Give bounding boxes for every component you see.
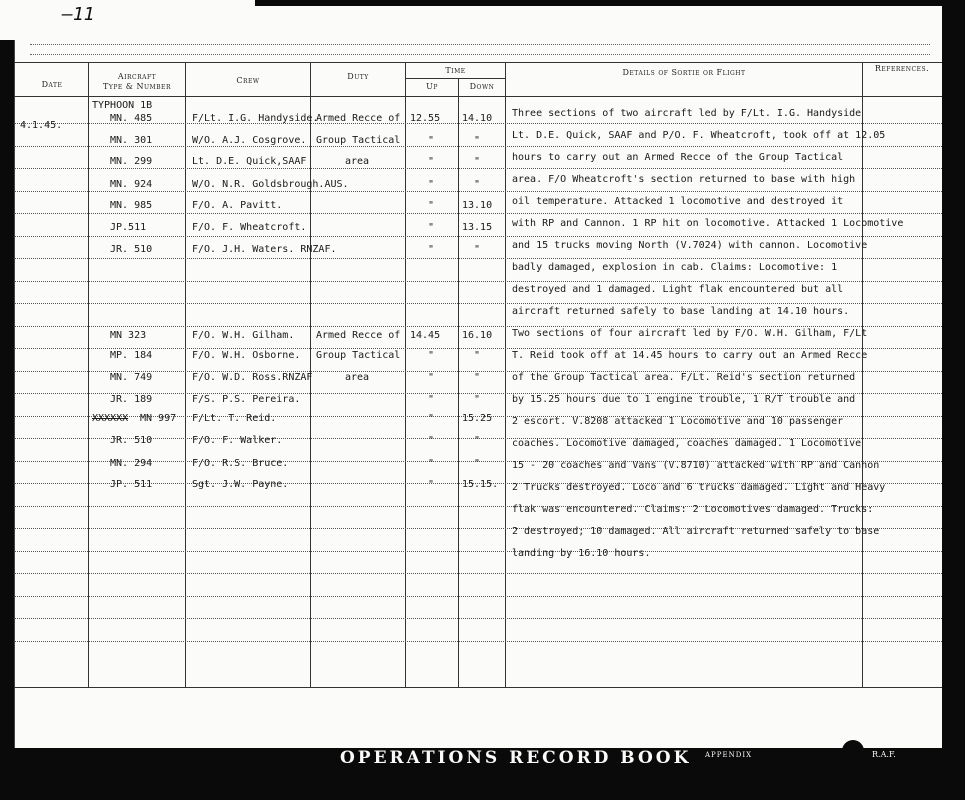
col-divider-details	[862, 62, 863, 687]
duty: Armed Recce of	[316, 113, 401, 124]
aircraft-number: JR. 189	[110, 394, 153, 405]
sortie-detail-line: by 15.25 hours due to 1 engine trouble, 1 R/T trouble and	[512, 394, 856, 405]
row-rule	[14, 551, 942, 552]
duty: area	[345, 372, 370, 383]
crew-name: F/O. J.H. Waters. RNZAF.	[192, 244, 337, 255]
sortie-detail-line: area. F/O Wheatcroft's section returned to base with high	[512, 174, 856, 185]
time-up: "	[428, 135, 435, 146]
col-divider-duty	[405, 62, 406, 687]
time-down: "	[474, 435, 481, 446]
time-down: "	[474, 135, 481, 146]
time-down: "	[474, 244, 481, 255]
time-up: "	[428, 372, 435, 383]
row-rule	[14, 236, 942, 237]
time-down: "	[474, 350, 481, 361]
sortie-detail-line: landing by 16.10 hours.	[512, 548, 651, 559]
sortie-detail-line: destroyed and 1 damaged. Light flak encountered but all	[512, 284, 844, 295]
row-rule	[14, 258, 942, 259]
time-down: "	[474, 394, 481, 405]
footer-appendix: APPENDIX	[705, 751, 753, 759]
crew-name: W/O. A.J. Cosgrove.	[192, 135, 307, 146]
time-up: "	[428, 479, 435, 490]
page-number-mark: —11	[62, 4, 95, 25]
row-rule	[14, 641, 942, 642]
aircraft-number: MN 997	[140, 413, 177, 424]
aircraft-struck: XXXXXX	[92, 413, 129, 424]
header-details: Details of Sortie or Flight	[622, 68, 746, 77]
entry-date: 4.1.45.	[20, 120, 63, 131]
header-up: Up	[426, 82, 438, 91]
crew-name: F/O. A. Pavitt.	[192, 200, 283, 211]
table-top-border	[14, 62, 942, 63]
sortie-detail-line: 2 escort. V.8208 attacked 1 Locomotive and 10 passenger	[512, 416, 844, 427]
time-up: 12.55	[410, 113, 441, 124]
time-up: "	[428, 394, 435, 405]
scan-edge-top	[255, 0, 965, 6]
header-down: Down	[469, 82, 495, 91]
time-down: 13.10	[462, 200, 493, 211]
time-down: 15.15.	[462, 479, 499, 490]
row-rule	[14, 303, 942, 304]
time-down: "	[474, 458, 481, 469]
sortie-detail-line: oil temperature. Attacked 1 locomotive and destroyed it	[512, 196, 844, 207]
crew-name: F/S. P.S. Pereira.	[192, 394, 301, 405]
duty: Group Tactical	[316, 135, 401, 146]
header-duty: Duty	[347, 72, 369, 81]
aircraft-number: JR. 510	[110, 244, 153, 255]
ink-blot	[842, 740, 864, 762]
time-down: 13.15	[462, 222, 493, 233]
row-rule	[14, 281, 942, 282]
sortie-detail-line: and 15 trucks moving North (V.7024) with cannon. Locomotive	[512, 240, 868, 251]
crew-name: Sgt. J.W. Payne.	[192, 479, 289, 490]
top-dotted-rule	[30, 44, 930, 45]
crew-name: W/O. N.R. Goldsbrough.AUS.	[192, 179, 349, 190]
aircraft-number: MN. 294	[110, 458, 153, 469]
scan-edge-bottom	[0, 770, 965, 800]
aircraft-number: MN 323	[110, 330, 147, 341]
sortie-detail-line: flak was encountered. Claims: 2 Locomotives damaged. Trucks:	[512, 504, 874, 515]
duty: Armed Recce of	[316, 330, 401, 341]
col-divider-aircraft	[185, 62, 186, 687]
duty: Group Tactical	[316, 350, 401, 361]
time-down: 14.10	[462, 113, 493, 124]
time-up: 14.45	[410, 330, 441, 341]
header-aircraft-sub: Type & Number	[103, 82, 171, 91]
crew-name: F/O. W.H. Osborne.	[192, 350, 301, 361]
time-header-divider	[405, 78, 505, 79]
time-down: "	[474, 179, 481, 190]
sortie-detail-line: Three sections of two aircraft led by F/Lt. I.G. Handyside	[512, 108, 862, 119]
header-crew: Crew	[236, 76, 260, 85]
sortie-detail-line: aircraft returned safely to base landing at 14.10 hours.	[512, 306, 850, 317]
scan-edge-right	[942, 0, 965, 800]
row-rule	[14, 573, 942, 574]
row-rule	[14, 168, 942, 169]
crew-name: F/O. W.H. Gilham.	[192, 330, 295, 341]
crew-name: F/O. R.S. Bruce.	[192, 458, 289, 469]
aircraft-number: MP. 184	[110, 350, 153, 361]
table-bottom-border	[14, 687, 942, 688]
aircraft-number: JP. 511	[110, 479, 153, 490]
crew-name: F/O. F. Wheatcroft.	[192, 222, 307, 233]
sortie-detail-line: of the Group Tactical area. F/Lt. Reid's section returned	[512, 372, 856, 383]
time-down: 16.10	[462, 330, 493, 341]
row-rule	[14, 348, 942, 349]
sortie-detail-line: T. Reid took off at 14.45 hours to carry out an Armed Recce	[512, 350, 868, 361]
time-up: "	[428, 458, 435, 469]
row-rule	[14, 618, 942, 619]
sortie-detail-line: 2 Trucks destroyed. Loco and 6 trucks damaged. Light and Heavy	[512, 482, 886, 493]
page-top-margin	[0, 0, 965, 40]
aircraft-number: MN. 301	[110, 135, 153, 146]
aircraft-number: MN. 485	[110, 113, 153, 124]
time-up: "	[428, 200, 435, 211]
sortie-detail-line: 15 - 20 coaches and Vans (V.8710) attacked with RP and Cannon	[512, 460, 880, 471]
crew-name: F/O. W.D. Ross.RNZAF	[192, 372, 313, 383]
time-up: "	[428, 350, 435, 361]
aircraft-type: TYPHOON 1B	[92, 100, 153, 111]
row-rule	[14, 326, 942, 327]
time-down: "	[474, 156, 481, 167]
time-up: "	[428, 156, 435, 167]
header-references: References.	[874, 64, 930, 73]
time-down: "	[474, 372, 481, 383]
time-up: "	[428, 179, 435, 190]
aircraft-number: JP.511	[110, 222, 147, 233]
sortie-detail-line: with RP and Cannon. 1 RP hit on locomotive. Attacked 1 Locomotive	[512, 218, 904, 229]
aircraft-number: MN. 985	[110, 200, 153, 211]
crew-name: F/Lt. I.G. Handyside.	[192, 113, 319, 124]
time-up: "	[428, 413, 435, 424]
footer-raf: R.A.F.	[872, 750, 896, 759]
aircraft-number: JR. 510	[110, 435, 153, 446]
header-aircraft: Aircraft	[117, 72, 157, 81]
aircraft-number: MN. 299	[110, 156, 153, 167]
header-date: Date	[41, 80, 63, 89]
col-divider-date	[88, 62, 89, 687]
time-up: "	[428, 435, 435, 446]
crew-name: Lt. D.E. Quick,SAAF	[192, 156, 307, 167]
aircraft-number: MN. 924	[110, 179, 153, 190]
crew-name: F/O. F. Walker.	[192, 435, 283, 446]
footer-title: OPERATIONS RECORD BOOK	[340, 748, 692, 768]
top-dotted-rule-2	[30, 54, 930, 55]
sortie-detail-line: coaches. Locomotive damaged, coaches damaged. 1 Locomotive	[512, 438, 862, 449]
time-up: "	[428, 244, 435, 255]
sortie-detail-line: Lt. D.E. Quick, SAAF and P/O. F. Wheatcroft, took off at 12.05	[512, 130, 886, 141]
time-down: 15.25	[462, 413, 493, 424]
header-bottom-border	[14, 96, 942, 97]
aircraft-number: MN. 749	[110, 372, 153, 383]
sortie-detail-line: Two sections of four aircraft led by F/O. W.H. Gilham, F/Lt	[512, 328, 868, 339]
crew-name: F/Lt. T. Reid.	[192, 413, 277, 424]
header-time: Time	[445, 66, 466, 75]
row-rule	[14, 213, 942, 214]
sortie-detail-line: badly damaged, explosion in cab. Claims: Locomotive: 1	[512, 262, 838, 273]
scan-edge-left	[0, 40, 14, 800]
duty: area	[345, 156, 370, 167]
time-up: "	[428, 222, 435, 233]
col-divider-down	[505, 62, 506, 687]
row-rule	[14, 596, 942, 597]
sortie-detail-line: hours to carry out an Armed Recce of the Group Tactical	[512, 152, 844, 163]
sortie-detail-line: 2 destroyed; 10 damaged. All aircraft returned safely to base	[512, 526, 880, 537]
